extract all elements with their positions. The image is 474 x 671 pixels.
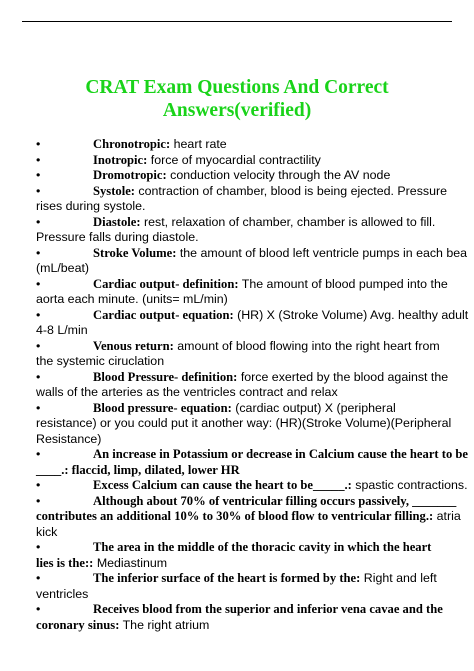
list-item: [36, 370, 474, 401]
list-item: [36, 571, 474, 602]
top-rule: [22, 21, 452, 22]
item-text-wrap: walls of the arteries as the ventricles contract and relax: [36, 385, 338, 399]
item-term: Diastole:: [93, 214, 141, 229]
document-title: [0, 76, 474, 122]
list-item: [36, 540, 474, 571]
item-text-wrap: aorta each minute. (units= mL/min): [36, 292, 228, 306]
bullet-icon: •: [36, 571, 41, 585]
item-text: (cardiac output) X (peripheral: [231, 400, 396, 415]
item-first-line: [36, 602, 474, 618]
item-first-line: [36, 277, 474, 293]
item-text: rest, relaxation of chamber, chamber is allowed to fill.: [140, 214, 436, 229]
item-term: The inferior surface of the heart is formed by the:: [93, 571, 361, 585]
item-text-wrap: ventricles: [36, 586, 89, 601]
list-item: [36, 153, 474, 169]
bullet-icon: •: [36, 245, 41, 260]
item-term: An increase in Potassium or decrease in Calcium cause the heart to be: [93, 447, 468, 461]
item-text: amount of blood flowing into the right heart from: [173, 338, 440, 353]
item-text-wrap: the systemic ciruclation: [36, 354, 165, 368]
item-term: Systole:: [93, 183, 135, 198]
item-term-continued: contributes an additional 10% to 30% of blood flow to ventricular filling.:: [36, 509, 434, 523]
list-item: [36, 447, 474, 478]
item-first-line: [36, 447, 474, 463]
list-item: [36, 339, 474, 370]
bullet-icon: •: [36, 183, 41, 198]
item-first-line: [36, 184, 474, 200]
item-term: Inotropic:: [93, 152, 148, 167]
list-item: [36, 184, 474, 215]
item-text-wrap: Pressure falls during diastole.: [36, 230, 199, 244]
item-first-line: [36, 137, 474, 153]
item-text: The right atrium: [119, 617, 210, 632]
bullet-icon: •: [36, 152, 41, 167]
item-text: spastic contractions.: [351, 478, 468, 492]
bullet-icon: •: [36, 447, 41, 461]
item-term: Cardiac output- equation:: [93, 307, 234, 322]
bullet-icon: •: [36, 137, 41, 151]
list-item: [36, 215, 474, 246]
item-term: Stroke Volume:: [93, 245, 177, 260]
item-first-line: [36, 478, 474, 494]
list-item: [36, 308, 474, 339]
item-first-line: [36, 370, 474, 386]
item-text: atria: [433, 509, 461, 523]
item-term-continued: coronary sinus:: [36, 617, 120, 632]
item-term-continued: ____.: flaccid, limp, dilated, lower HR: [36, 462, 240, 477]
item-text: force of myocardial contractility: [147, 152, 321, 167]
item-text-wrap: resistance) or you could put it another way: (HR)(Stroke Volume)(Peripheral: [36, 416, 452, 430]
item-text: Mediastinum: [93, 555, 168, 570]
item-term: Dromotropic:: [93, 168, 167, 182]
item-first-line: [36, 571, 474, 587]
item-first-line: [36, 308, 474, 324]
item-term: Excess Calcium can cause the heart to be_____.:: [93, 478, 352, 492]
item-text: The amount of blood pumped into the: [238, 276, 448, 291]
item-text: force exerted by the blood against the: [237, 369, 449, 384]
item-second-line: [36, 618, 474, 634]
item-first-line: [36, 494, 474, 510]
bullet-icon: •: [36, 369, 41, 384]
item-text: the amount of blood left ventricle pumps in each bea: [176, 245, 468, 260]
item-text: heart rate: [170, 137, 227, 151]
item-term: Although about 70% of ventricular filling occurs passively, _______: [93, 493, 457, 508]
item-first-line: [36, 401, 474, 417]
bullet-icon: •: [36, 214, 41, 229]
item-second-line: [36, 509, 474, 525]
item-text: contraction of chamber, blood is being ejected. Pressure: [134, 183, 447, 198]
bullet-icon: •: [36, 338, 41, 353]
bullet-icon: •: [36, 478, 41, 492]
item-first-line: [36, 540, 474, 556]
title-line-2: Answers(verified): [162, 100, 312, 121]
item-term-continued: lies is the::: [36, 555, 94, 570]
item-text: Right and left: [360, 571, 437, 585]
item-term: Cardiac output- definition:: [93, 276, 239, 291]
item-term: Venous return:: [93, 338, 174, 353]
bullet-icon: •: [36, 276, 41, 291]
title-line-1: CRAT Exam Questions And Correct: [85, 77, 389, 98]
item-first-line: [36, 246, 474, 262]
bullet-icon: •: [36, 168, 41, 182]
item-second-line: [36, 463, 474, 479]
item-second-line: [36, 556, 474, 572]
bullet-icon: •: [36, 493, 41, 508]
item-text-wrap: Resistance): [36, 431, 102, 446]
item-text-wrap: kick: [36, 524, 58, 539]
bullet-icon: •: [36, 400, 41, 415]
bullet-icon: •: [36, 602, 41, 616]
item-text: conduction velocity through the AV node: [166, 168, 391, 182]
item-text-wrap: (mL/beat): [36, 261, 90, 275]
qa-list: [36, 137, 474, 633]
item-text-wrap: 4-8 L/min: [36, 323, 88, 337]
item-term: Blood Pressure- definition:: [93, 369, 238, 384]
item-term: Chronotropic:: [93, 137, 171, 151]
list-item: [36, 401, 474, 448]
list-item: [36, 478, 474, 494]
item-term: Receives blood from the superior and inferior vena cavae and the: [93, 602, 443, 616]
list-item: [36, 494, 474, 541]
item-term: The area in the middle of the thoracic cavity in which the heart: [93, 540, 432, 554]
item-first-line: [36, 153, 474, 169]
bullet-icon: •: [36, 540, 41, 554]
item-first-line: [36, 339, 474, 355]
list-item: [36, 277, 474, 308]
list-item: [36, 137, 474, 153]
list-item: [36, 246, 474, 277]
item-first-line: [36, 215, 474, 231]
item-text: (HR) X (Stroke Volume) Avg. healthy adult: [233, 307, 469, 322]
item-text-wrap: rises during systole.: [36, 199, 146, 213]
item-first-line: [36, 168, 474, 184]
item-term: Blood pressure- equation:: [93, 400, 232, 415]
list-item: [36, 602, 474, 633]
bullet-icon: •: [36, 307, 41, 322]
list-item: [36, 168, 474, 184]
